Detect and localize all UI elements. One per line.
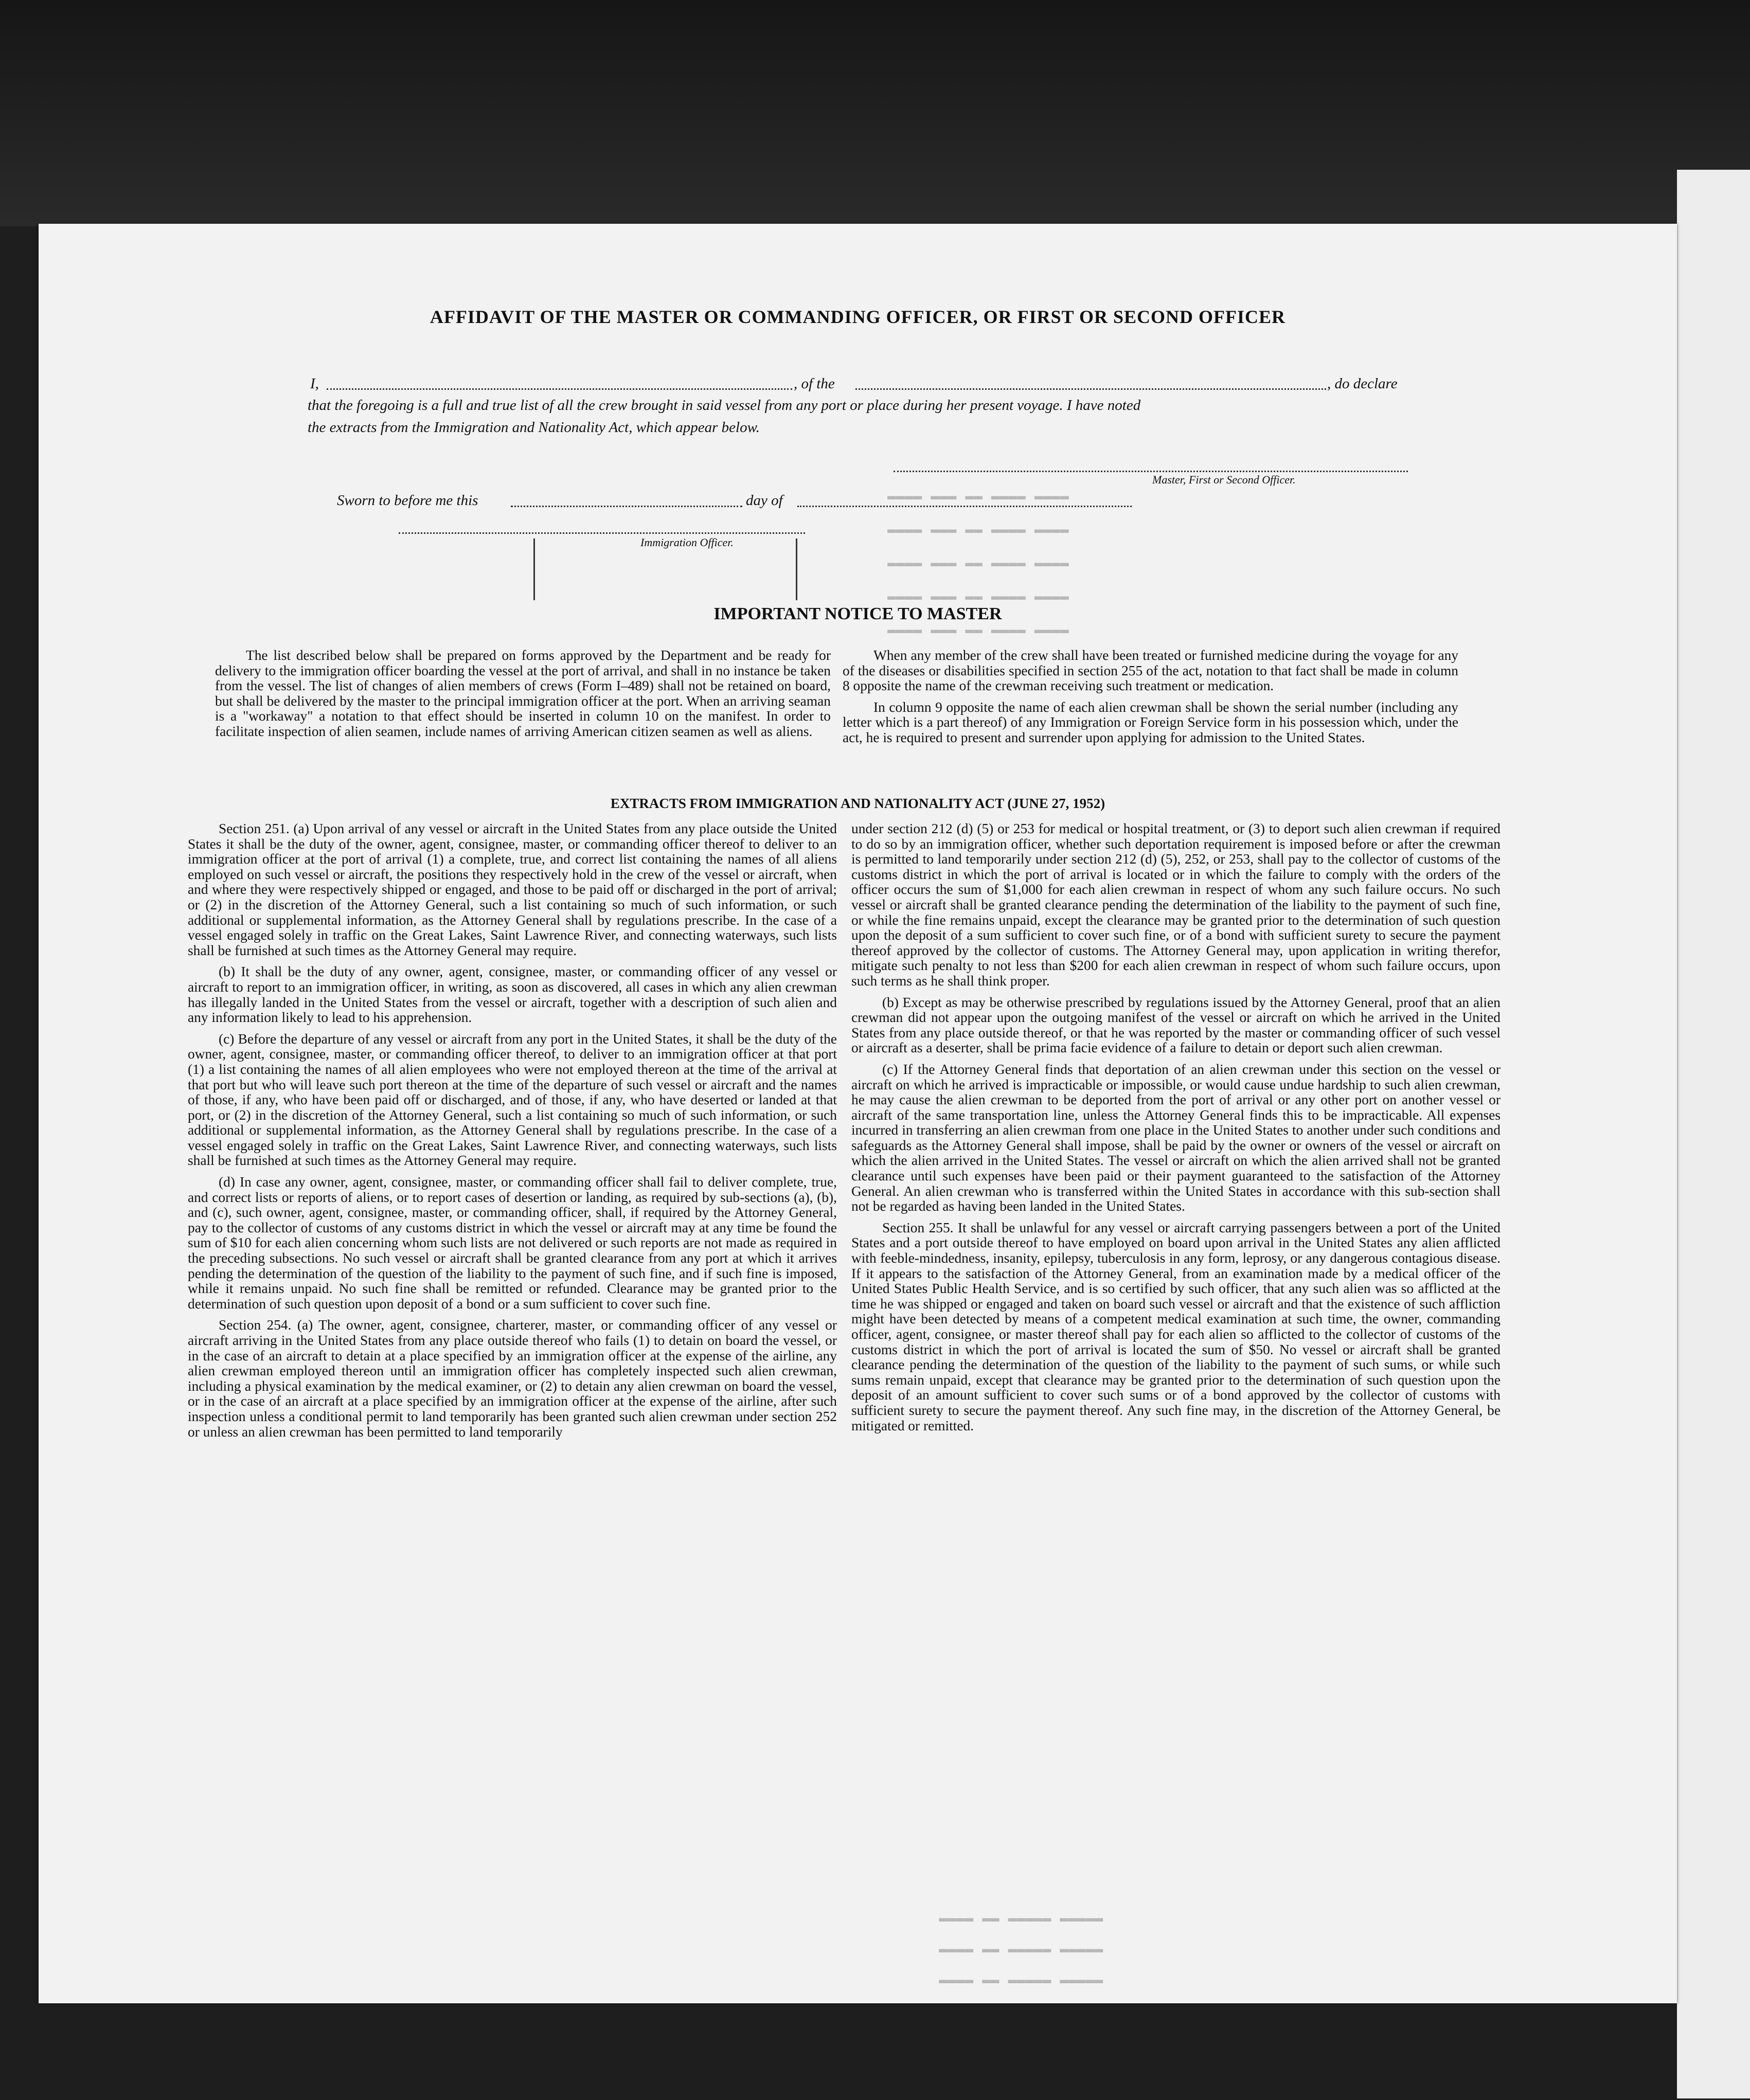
officer-label: Immigration Officer. — [640, 536, 734, 549]
bleed-through: ▬▬▬▬ ▬▬▬▬ ▬▬ ▬▬▬ ▬▬▬▬ — [887, 489, 1069, 505]
declaration-i: I, — [310, 375, 319, 392]
declaration-do-declare: , do declare — [1327, 375, 1398, 392]
section-251-d: (d) In case any owner, agent, consignee, master, or commanding officer shall fail to deliver complete, true, and correct lists or reports of aliens, or to report cases of desertion or landing, as required by sub-sections (a), (b), and (c), such owner, agent, consignee, master, or commanding officer, shall, if required by the Attorney General, pay to the collector of customs of any customs district in which the vessel or aircraft may at any time be found the sum of $10 for each alien concerning whom such lists are not delivered or such reports are not made as required in the preceding subsections. No such vessel or aircraft shall be granted clearance from any port at which it arrives pending the determination of the question of the liability to the payment of such fine, and if such fine is imposed, while it remains unpaid. No such fine shall be remitted or refunded. Clearance may be granted prior to the determination of such question upon deposit of a bond or a sum sufficient to cover such fine. — [188, 1174, 837, 1312]
notice-heading: IMPORTANT NOTICE TO MASTER — [713, 604, 1002, 623]
fill-line-month — [797, 506, 1132, 507]
section-251-b: (b) It shall be the duty of any owner, agent, consignee, master, or commanding officer of any vessel or aircraft to report to an immigration officer, in writing, as soon as discovered, all cases in which any alien crewman has illegally landed in the United States from the vessel or aircraft, together with a description of such alien and any information likely to lead to his apprehension. — [188, 964, 837, 1026]
bleed-through: ▬▬▬▬▬ ▬▬▬▬▬ ▬▬ ▬▬▬▬ — [939, 1942, 1103, 1958]
fill-line-day — [511, 506, 742, 507]
section-254-a: Section 254. (a) The owner, agent, consignee, charterer, master, or commanding officer of any vessel or aircraft arriving in the United States from any place outside thereof who fails (1) to detain on board the vessel, or in the case of an aircraft to detain at a place specified by an immigration officer at the expense of the airline, any alien crewman employed thereon until an immigration officer has completely inspected such alien crewman, including a physical examination by the medical examiner, or (2) to detain any alien crewman on board the vessel, or in the case of an aircraft at a place specified by an immigration officer at the expense of the airline, after such inspection unless a conditional permit to land temporarily has been granted such alien crewman under section 252 or unless an alien crewman has been permitted to land temporarily — [188, 1317, 837, 1440]
declaration-line-3: the extracts from the Immigration and Nationality Act, which appear below. — [308, 419, 760, 436]
section-251-c: (c) Before the departure of any vessel or aircraft from any port in the United States, it shall be the duty of the owner, agent, consignee, master, or commanding officer thereof, to deliver to an immigration officer at that port (1) a list containing the names of all alien employees who were not employed thereon at the time of the arrival at that port but who will leave such port thereon at the time of the departure of such vessel or aircraft and the names of those, if any, who have been paid off or discharged, and of those, if any, who have deserted or landed at that port, or (2) in the discretion of the Attorney General, such a list containing so much of such information, or such additional or supplemental information, as the Attorney General shall by regulations prescribe. In the case of a vessel engaged solely in traffic on the Great Lakes, Saint Lawrence River, and connecting waterways, such lists shall be furnished at such times as the Attorney General may require. — [188, 1031, 837, 1169]
bleed-through: ▬▬▬▬▬ ▬▬▬▬▬ ▬▬ ▬▬▬▬ — [939, 1911, 1103, 1927]
scanner-background — [0, 0, 1750, 226]
scan-mark — [796, 539, 797, 600]
declaration-line-2: that the foregoing is a full and true list of all the crew brought in said vessel from any port or place during her present voyage. I have noted — [308, 397, 1141, 414]
section-251-a: Section 251. (a) Upon arrival of any vessel or aircraft in the United States from any place outside the United States it shall be the duty of the owner, agent, consignee, master, or commanding officer thereof to deliver to an immigration officer at the port of arrival (1) a complete, true, and correct list containing the names of all aliens employed on such vessel or aircraft, the positions they respectively hold in the crew of the vessel or aircraft, when and where they were respectively shipped or engaged, and those to be paid off or discharged in the port of arrival; or (2) in the discretion of the Attorney General, such a list containing so much of such information, or such additional or supplemental information, as the Attorney General shall by regulations prescribe. In the case of a vessel engaged solely in traffic on the Great Lakes, Saint Lawrence River, and connecting waterways, such lists shall be furnished at such times as the Attorney General may require. — [188, 821, 837, 958]
bleed-through: ▬▬▬▬ ▬▬▬▬ ▬▬ ▬▬▬ ▬▬▬▬ — [887, 622, 1069, 638]
fill-line-name — [327, 388, 792, 390]
extracts-heading: EXTRACTS FROM IMMIGRATION AND NATIONALITY ACT (JUNE 27, 1952) — [610, 796, 1105, 811]
scan-mark — [533, 539, 535, 600]
declaration-of-the: , of the — [794, 375, 835, 392]
notice-right-text-2: In column 9 opposite the name of each alien crewman shall be shown the serial number (including any letter which is a part thereof) of any Immigration or Foreign Service form in his possession which, under the act, he is required to present and surrender upon applying for admission to the United States. — [843, 699, 1458, 745]
bleed-through: ▬▬▬▬ ▬▬▬▬ ▬▬ ▬▬▬ ▬▬▬▬ — [887, 589, 1069, 605]
notice-right-column — [843, 648, 1458, 752]
section-254-c: (c) If the Attorney General finds that deportation of an alien crewman under this section on the vessel or aircraft on which he arrived is impracticable or impossible, or would cause undue hardship to such alien crewman, he may cause the alien crewman to be deported from the port of arrival or any other port on another vessel or aircraft of the same transportation line, unless the Attorney General finds this to be impracticable. All expenses incurred in transferring an alien crewman from one place in the United States to another under such conditions and safeguards as the Attorney General shall impose, shall be paid by the owner or owners of the vessel or aircraft on which the alien arrived in the United States. The vessel or aircraft on which the alien arrived shall not be granted clearance until such expenses have been paid or their payment guaranteed to the satisfaction of the Attorney General. An alien crewman who is transferred within the United States in accordance with this sub-section shall not be regarded as having been landed in the United States. — [851, 1061, 1501, 1214]
master-label: Master, First or Second Officer. — [1152, 473, 1296, 486]
notice-right-text-1: When any member of the crew shall have been treated or furnished medicine during the voyage for any of the diseases or disabilities specified in section 255 of the act, notation to that fact shall be made in column 8 opposite the name of the crewman receiving such treatment or medication. — [843, 648, 1458, 694]
extracts-right-column — [851, 821, 1501, 1440]
extracts-left-column — [188, 821, 837, 1446]
sworn-label: Sworn to before me this — [337, 492, 478, 509]
section-254-a-continued: under section 212 (d) (5) or 253 for medical or hospital treatment, or (3) to deport such alien crewman if required to do so by an immigration officer, whether such deportation requirement is imposed before or after the crewman is permitted to land temporarily under section 212 (d) (5), 252, or 253, shall pay to the collector of customs of the customs district in which the port of arrival is located or in which the failure to comply with the orders of the officer occurs the sum of $1,000 for each alien crewman in respect of whom any such failure occurs. No such vessel or aircraft shall be granted clearance pending the determination of the liability to the payment of such fine, or while the fine remains unpaid, except the clearance may be granted prior to the determination of such question upon the deposit of a sum sufficient to cover such fine, or of a bond with sufficient surety to secure the payment thereof approved by the collector of customs. The Attorney General may, upon application in writing therefor, mitigate such penalty to not less than $200 for each alien crewman in respect of whom such failure occurs, upon such terms as he shall think proper. — [851, 821, 1501, 989]
notice-left-text: The list described below shall be prepared on forms approved by the Department and be ready for delivery to the immigration officer boarding the vessel at the port of arrival, and shall in no instance be taken from the vessel. The list of changes of alien members of crews (Form I–489) shall not be retained on board, but shall be delivered by the master to the principal immigration officer at the port. When an arriving seaman is a "workaway" a notation to that effect should be inserted in column 10 on the manifest. In order to facilitate inspection of alien seamen, include names of arriving American citizen seamen as well as aliens. — [215, 648, 831, 739]
scan-edge-strip — [1677, 170, 1750, 2098]
section-255: Section 255. It shall be unlawful for any vessel or aircraft carrying passengers between a port of the United States and a port outside thereof to have employed on board upon arrival in the United States any alien afflicted with feeble-mindedness, insanity, epilepsy, tuberculosis in any form, leprosy, or any dangerous contagious disease. If it appears to the satisfaction of the Attorney General, from an examination made by a medical officer of the United States Public Health Service, and is so certified by such officer, that any such alien was so afflicted at the time he was shipped or engaged and taken on board such vessel or aircraft and that the existence of such affliction might have been detected by means of a competent medical examination at such time, the owner, commanding officer, agent, consignee, or master thereof shall pay for each alien so afflicted to the collector of customs of the customs district in which the port of arrival is located the sum of $50. No vessel or aircraft shall be granted clearance pending the determination of the question of the liability to the payment of such sums, or while such sums remain unpaid, except that clearance may be granted prior to the determination of such question upon the deposit of an amount sufficient to cover such sums or of a bond approved by the collector of customs with sufficient surety to secure the payment thereof. Any such fine may, in the discretion of the Attorney General, be mitigated or remitted. — [851, 1219, 1501, 1433]
bleed-through: ▬▬▬▬ ▬▬▬▬ ▬▬ ▬▬▬ ▬▬▬▬ — [887, 555, 1069, 571]
fill-line-vessel — [855, 388, 1326, 390]
day-of-label: day of — [746, 492, 783, 509]
signature-line-officer — [399, 532, 805, 534]
signature-line-master — [894, 471, 1408, 472]
affidavit-title: AFFIDAVIT OF THE MASTER OR COMMANDING OFFICER, OR FIRST OR SECOND OFFICER — [430, 307, 1286, 327]
document-page — [39, 224, 1677, 2003]
bleed-through: ▬▬▬▬▬ ▬▬▬▬▬ ▬▬ ▬▬▬▬ — [939, 1972, 1103, 1988]
section-254-b: (b) Except as may be otherwise prescribed by regulations issued by the Attorney General, proof that an alien crewman did not appear upon the outgoing manifest of the vessel or aircraft on which he arrived in the United States from any place outside thereof, or that he was reported by the master or commanding officer of such vessel or aircraft as a deserter, shall be prima facie evidence of a failure to detain or deport such alien crewman. — [851, 994, 1501, 1056]
notice-left-column — [215, 648, 831, 746]
bleed-through: ▬▬▬▬ ▬▬▬▬ ▬▬ ▬▬▬ ▬▬▬▬ — [887, 522, 1069, 538]
